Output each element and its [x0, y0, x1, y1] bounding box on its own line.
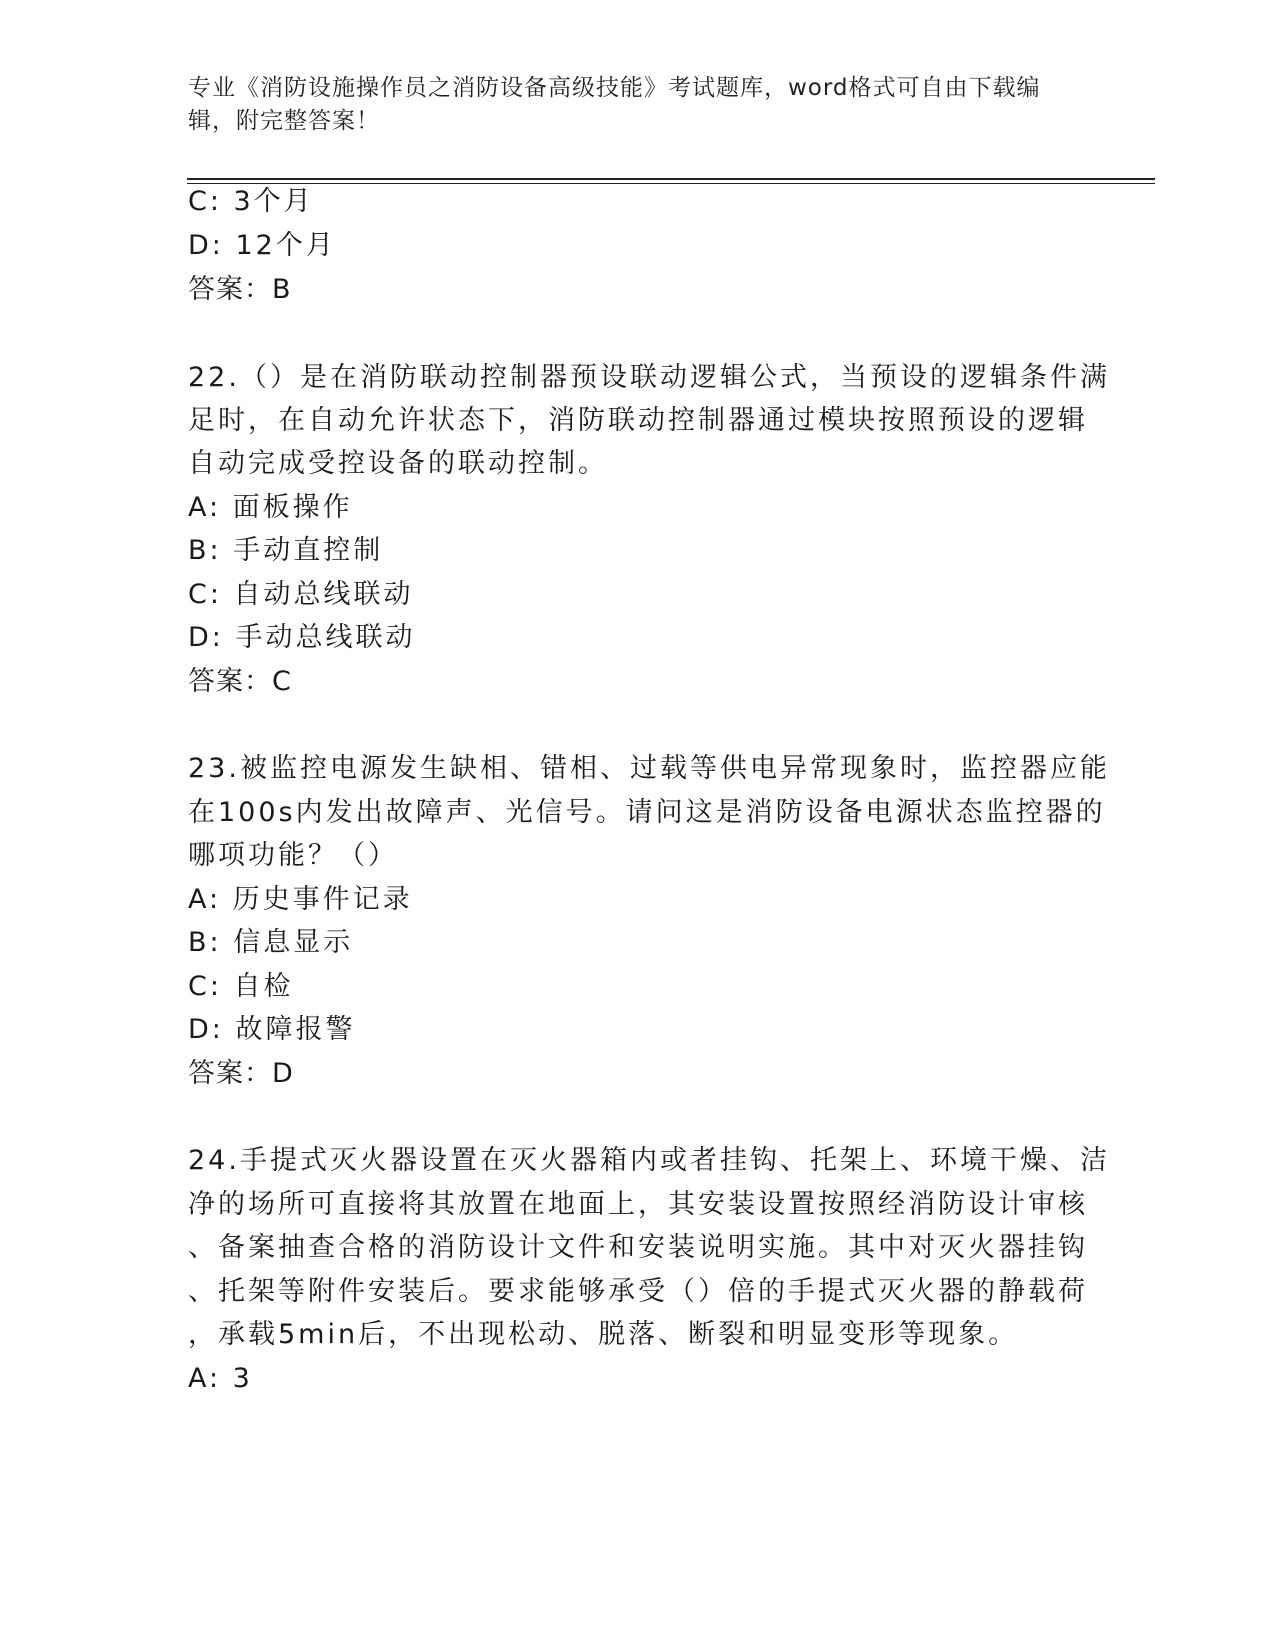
- q22-option-b: B: 手动直控制: [188, 535, 384, 566]
- q22-stem-line-1: 22.（）是在消防联动控制器预设联动逻辑公式，当预设的逻辑条件满: [188, 362, 1110, 393]
- q21-option-d: D: 12个月: [188, 230, 336, 261]
- q24-stem-line-4: 、托架等附件安装后。要求能够承受（）倍的手提式灭火器的静载荷: [188, 1276, 1088, 1307]
- q22-stem-line-2: 足时，在自动允许状态下，消防联动控制器通过模块按照预设的逻辑: [188, 405, 1088, 436]
- q21-option-c: C: 3个月: [188, 186, 314, 217]
- q24-stem-line-5: ，承载5min后，不出现松动、脱落、断裂和明显变形等现象。: [188, 1319, 1019, 1350]
- q24-stem-line-1: 24.手提式灭火器设置在灭火器箱内或者挂钩、托架上、环境干燥、洁: [188, 1145, 1110, 1176]
- q23-option-a: A: 历史事件记录: [188, 884, 413, 915]
- q23-answer: 答案：D: [188, 1058, 294, 1089]
- header-divider-thick: [187, 178, 1155, 180]
- q24-stem-line-2: 净的场所可直接将其放置在地面上，其安装设置按照经消防设计审核: [188, 1189, 1088, 1220]
- q23-stem-line-1: 23.被监控电源发生缺相、错相、过载等供电异常现象时，监控器应能: [188, 753, 1110, 784]
- q22-stem-line-3: 自动完成受控设备的联动控制。: [188, 448, 608, 479]
- q22-option-a: A: 面板操作: [188, 492, 353, 523]
- q21-answer: 答案：B: [188, 274, 292, 305]
- q23-option-d: D: 故障报警: [188, 1014, 356, 1045]
- page-header: [188, 72, 1068, 138]
- header-divider-thin: [187, 183, 1155, 184]
- header-line-2: 辑，附完整答案！: [188, 108, 380, 134]
- q23-option-b: B: 信息显示: [188, 927, 354, 958]
- q23-stem-line-2: 在100s内发出故障声、光信号。请问这是消防设备电源状态监控器的: [188, 797, 1106, 828]
- header-line-1: 专业《消防设施操作员之消防设备高级技能》考试题库，word格式可自由下载编: [188, 75, 1041, 101]
- q23-stem-line-3: 哪项功能？（）: [188, 840, 398, 871]
- q22-option-c: C: 自动总线联动: [188, 579, 414, 610]
- q24-option-a: A: 3: [188, 1363, 253, 1394]
- q24-stem-line-3: 、备案抽查合格的消防设计文件和安装说明实施。其中对灭火器挂钩: [188, 1232, 1088, 1263]
- q22-answer: 答案：C: [188, 666, 292, 697]
- q22-option-d: D: 手动总线联动: [188, 622, 416, 653]
- q23-option-c: C: 自检: [188, 971, 294, 1002]
